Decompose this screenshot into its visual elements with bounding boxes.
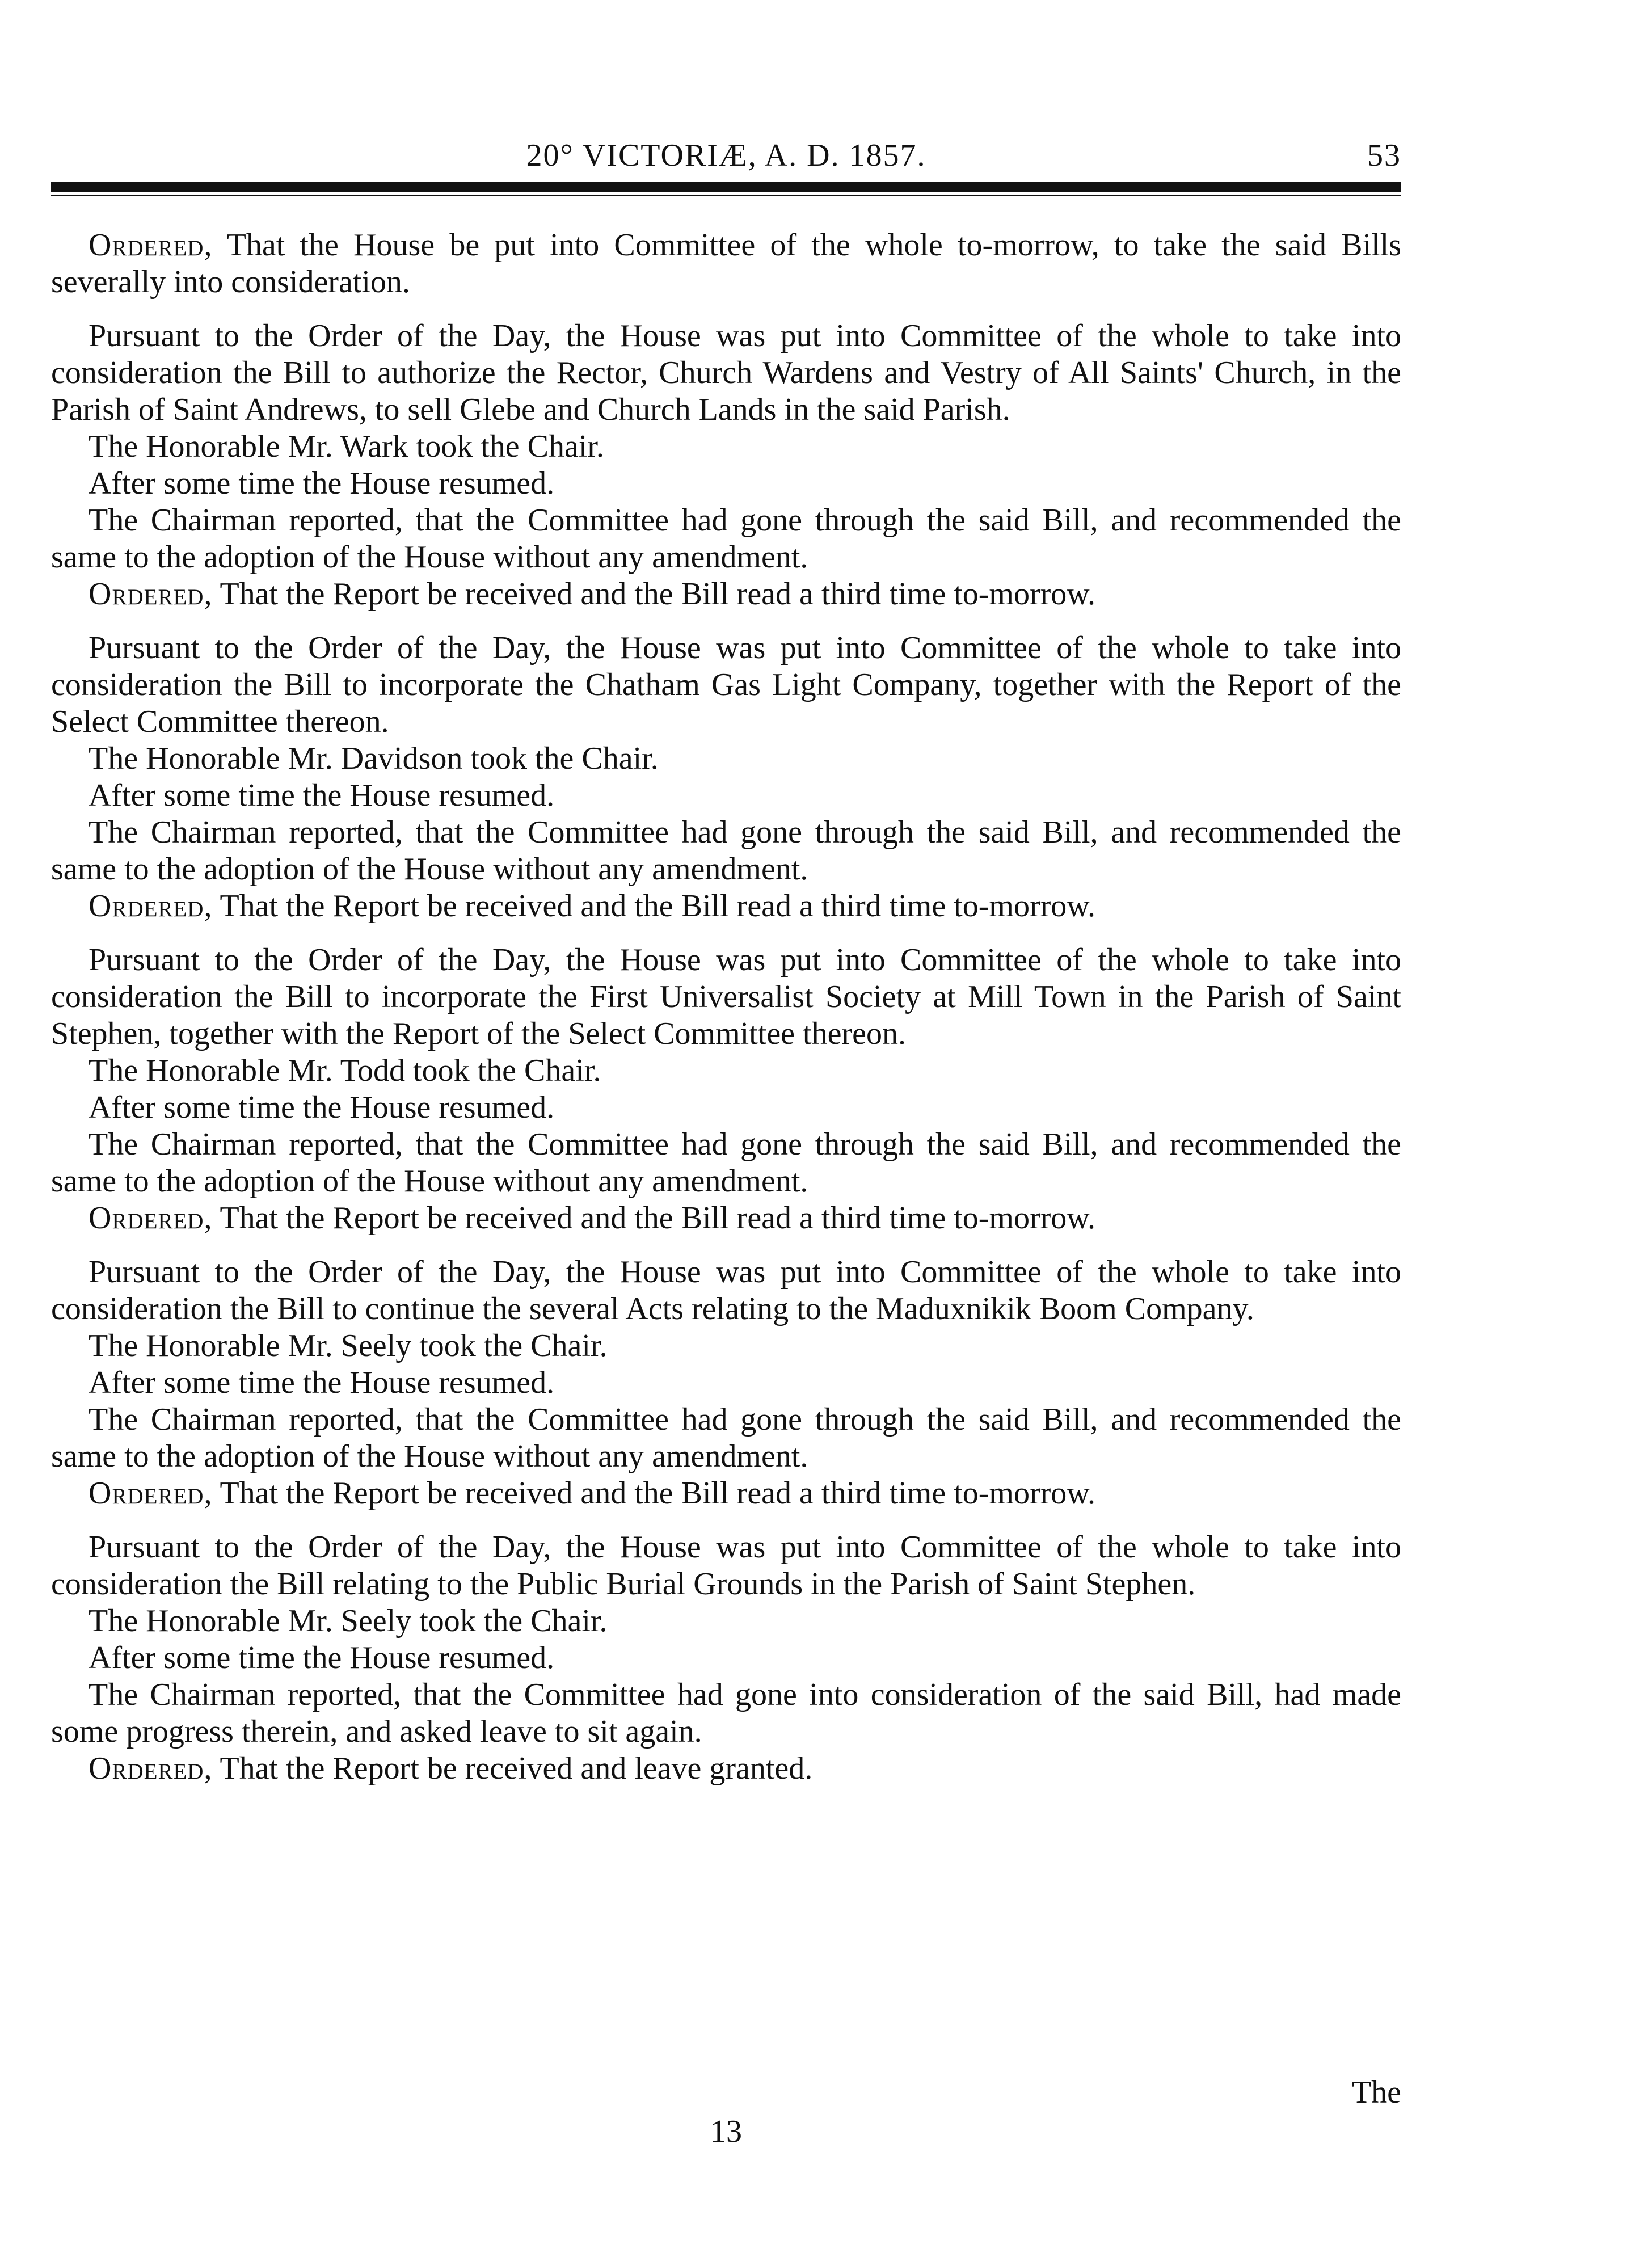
- ordered-lead: Ordered,: [88, 888, 213, 924]
- paragraph: [51, 1603, 1401, 1640]
- paragraph: [51, 942, 1401, 1052]
- paragraph-text: That the Report be received and the Bill read a third time to-morrow.: [212, 1201, 1096, 1236]
- paragraph-text: The Honorable Mr. Davidson took the Chair.: [88, 741, 659, 776]
- ordered-lead: Ordered,: [88, 228, 213, 263]
- paragraph: [51, 814, 1401, 888]
- header-rule: [51, 182, 1401, 196]
- paragraph: [51, 1089, 1401, 1126]
- paragraph-text: Pursuant to the Order of the Day, the House was put into Committee of the whole to take into consideration the Bill to authorize the Rector, Church Wardens and Vestry of All Saints' Church, in the Parish of Saint Andrews, to sell Glebe and Church Lands in the said Parish.: [51, 318, 1401, 427]
- paragraph-text: That the Report be received and the Bill read a third time to-morrow.: [212, 888, 1096, 924]
- paragraph-text: After some time the House resumed.: [88, 1640, 555, 1675]
- paragraph-text: After some time the House resumed.: [88, 1365, 555, 1400]
- paragraph-text: After some time the House resumed.: [88, 1090, 555, 1125]
- paragraph-text: Pursuant to the Order of the Day, the House was put into Committee of the whole to take into consideration the Bill to incorporate the First Universalist Society at Mill Town in the Parish of Saint Stephen, together with the Report of the Select Committee thereon.: [51, 942, 1401, 1051]
- paragraph: [51, 1328, 1401, 1364]
- ordered-lead: Ordered,: [88, 1476, 213, 1511]
- running-head: 20° VICTORIÆ, A. D. 1857.: [526, 138, 926, 173]
- paragraph: [51, 1401, 1401, 1475]
- paragraph: [51, 1126, 1401, 1200]
- paragraph-text: The Chairman reported, that the Committee had gone through the said Bill, and recommended the same to the adoption of the House without any amendment.: [51, 503, 1401, 575]
- page-header: [51, 130, 1401, 182]
- paragraph-text: That the House be put into Committee of the whole to-morrow, to take the said Bills severally into consideration.: [51, 228, 1401, 300]
- paragraph: [51, 1254, 1401, 1328]
- ordered-lead: Ordered,: [88, 1751, 213, 1786]
- paragraph: [51, 1529, 1401, 1603]
- paragraph-text: The Honorable Mr. Wark took the Chair.: [88, 429, 604, 464]
- paragraph: [51, 1475, 1401, 1512]
- paragraph: [51, 428, 1401, 465]
- paragraph-text: Pursuant to the Order of the Day, the House was put into Committee of the whole to take into consideration the Bill to continue the several Acts relating to the Maduxnikik Boom Company.: [51, 1254, 1401, 1326]
- page-number: 53: [1367, 138, 1401, 173]
- paragraph-text: Pursuant to the Order of the Day, the House was put into Committee of the whole to take into consideration the Bill to incorporate the Chatham Gas Light Company, together with the Report of the Select Committee thereon.: [51, 630, 1401, 739]
- catchword: The: [1351, 2075, 1401, 2110]
- paragraph-text: The Honorable Mr. Todd took the Chair.: [88, 1053, 601, 1088]
- paragraph-text: Pursuant to the Order of the Day, the House was put into Committee of the whole to take into consideration the Bill relating to the Public Burial Grounds in the Parish of Saint Stephen.: [51, 1530, 1401, 1602]
- paragraph-text: After some time the House resumed.: [88, 778, 555, 813]
- paragraph: [51, 227, 1401, 301]
- paragraph: [51, 1052, 1401, 1089]
- paragraph: [51, 502, 1401, 576]
- paragraph: [51, 630, 1401, 740]
- ordered-lead: Ordered,: [88, 1201, 213, 1236]
- paragraph: [51, 576, 1401, 613]
- paragraph-text: The Chairman reported, that the Committee had gone through the said Bill, and recommended the same to the adoption of the House without any amendment.: [51, 1127, 1401, 1199]
- paragraph-text: After some time the House resumed.: [88, 466, 555, 501]
- paragraph-text: That the Report be received and leave granted.: [212, 1751, 813, 1786]
- paragraph: [51, 318, 1401, 428]
- paragraph-text: The Chairman reported, that the Committee had gone into consideration of the said Bill, had made some progress therein, and asked leave to sit again.: [51, 1677, 1401, 1749]
- paragraph: [51, 1364, 1401, 1401]
- signature-mark: 13: [710, 2114, 742, 2149]
- paragraph: [51, 1750, 1401, 1787]
- paragraph-text: That the Report be received and the Bill read a third time to-morrow.: [212, 1476, 1096, 1511]
- journal-body: [51, 227, 1401, 1787]
- paragraph-text: The Chairman reported, that the Committee had gone through the said Bill, and recommended the same to the adoption of the House without any amendment.: [51, 1402, 1401, 1474]
- paragraph: [51, 465, 1401, 502]
- paragraph-text: That the Report be received and the Bill read a third time to-morrow.: [212, 576, 1096, 612]
- ordered-lead: Ordered,: [88, 576, 213, 612]
- paragraph-text: The Chairman reported, that the Committee had gone through the said Bill, and recommended the same to the adoption of the House without any amendment.: [51, 815, 1401, 887]
- paragraph: [51, 888, 1401, 925]
- paragraph: [51, 1200, 1401, 1237]
- paragraph: [51, 777, 1401, 814]
- paragraph-text: The Honorable Mr. Seely took the Chair.: [88, 1603, 608, 1639]
- paragraph: [51, 1677, 1401, 1750]
- paragraph-text: The Honorable Mr. Seely took the Chair.: [88, 1328, 608, 1363]
- paragraph: [51, 1640, 1401, 1677]
- paragraph: [51, 740, 1401, 777]
- document-page: [51, 130, 1401, 2149]
